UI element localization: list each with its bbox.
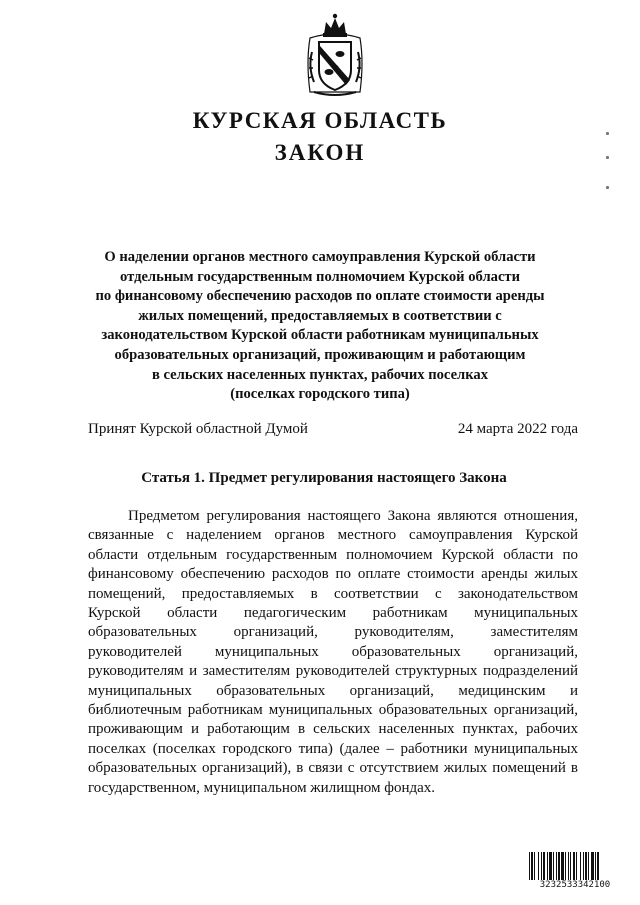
body-line: проживающим и работающим в сельских населенных пунктах, рабочих <box>88 721 578 738</box>
body-line: руководителей муниципальных образовательных организаций, <box>88 643 578 660</box>
article-heading: Статья 1. Предмет регулирования настоящего Закона <box>141 470 507 486</box>
body-line: руководителям и заместителям руководителей структурных подразделений <box>88 663 578 680</box>
law-title-line: (поселках городского типа) <box>230 386 410 403</box>
adoption-row <box>88 421 578 438</box>
body-line: финансовому обеспечению расходов по оплате стоимости аренды жилых <box>88 566 578 583</box>
margin-mark <box>606 156 609 159</box>
kursk-coat-of-arms-icon <box>304 12 366 98</box>
law-title-line: жилых помещений, предоставляемых в соответствии с <box>138 307 502 324</box>
body-line: муниципальных образовательных организаций, медицинским и <box>88 682 578 699</box>
margin-mark <box>606 186 609 189</box>
barcode-number: 3232533342100 <box>531 880 619 890</box>
law-title-line: образовательных организаций, проживающим и работающим <box>114 346 526 363</box>
law-title-line: по финансовому обеспечению расходов по оплате стоимости аренды <box>95 288 545 305</box>
body-line: государственном, муниципальном жилищном фондах. <box>88 779 436 796</box>
body-line: Предметом регулирования настоящего Закона являются отношения, <box>128 508 578 524</box>
law-title <box>60 248 580 405</box>
article-body <box>88 507 578 798</box>
body-line: помещений, предоставляемых в соответствии с законодательством <box>88 585 578 602</box>
document-type-label: ЗАКОН <box>274 140 366 165</box>
body-line: Курской области педагогическим работникам муниципальных <box>88 605 578 622</box>
body-line: образовательных организаций, руководителям, заместителям <box>88 624 578 641</box>
law-title-line: отдельным государственным полномочием Курской области <box>119 268 520 285</box>
body-line: поселках (поселках городского типа) (далее – работники муниципальных <box>88 740 578 757</box>
body-line: области отдельным государственным полномочием Курской области по <box>88 546 578 563</box>
law-title-line: О наделении органов местного самоуправления Курской области <box>104 249 536 265</box>
law-title-line: законодательством Курской области работникам муниципальных <box>101 327 539 344</box>
body-line: образовательных организаций), в связи с отсутствием жилых помещений в <box>88 760 578 777</box>
body-line: библиотечным работникам муниципальных образовательных организаций, <box>88 702 578 719</box>
law-title-line: в сельских населенных пунктах, рабочих поселках <box>151 366 489 383</box>
body-line: связанные с наделением органов местного самоуправления Курской <box>88 527 578 544</box>
margin-mark <box>606 132 609 135</box>
adopted-by: Принят Курской областной Думой <box>88 421 308 437</box>
adoption-date: 24 марта 2022 года <box>457 421 578 437</box>
region-title: КУРСКАЯ ОБЛАСТЬ <box>192 108 448 133</box>
